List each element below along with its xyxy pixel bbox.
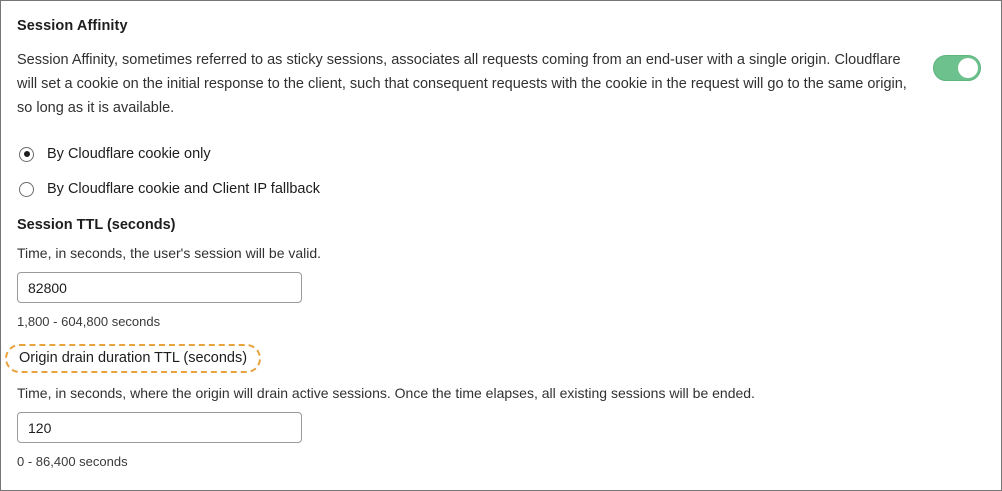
origin-drain-ttl-range: 0 - 86,400 seconds <box>17 454 128 469</box>
radio-option-cookie-and-ip[interactable] <box>17 176 985 202</box>
session-affinity-panel <box>1 1 1001 490</box>
radio-option-label: By Cloudflare cookie and Client IP fallback <box>47 181 320 197</box>
toggle-knob <box>958 58 978 78</box>
session-ttl-input[interactable] <box>17 272 302 303</box>
radio-icon[interactable] <box>19 147 34 162</box>
section-description: Session Affinity, sometimes referred to as sticky sessions, associates all requests coming from an end-user with a single origin. Cloudflare will set a cookie on the initial response to the client, such that consequent requests with the cookie in the request will go to the same origin, so long as it is available. <box>17 52 907 116</box>
session-ttl-label: Session TTL (seconds) <box>17 217 176 233</box>
session-affinity-toggle[interactable] <box>933 55 981 81</box>
origin-drain-ttl-input[interactable] <box>17 412 302 443</box>
radio-option-label: By Cloudflare cookie only <box>47 146 211 162</box>
radio-option-cookie-only[interactable] <box>17 141 985 167</box>
session-ttl-field <box>17 217 985 329</box>
affinity-option-group <box>17 141 985 202</box>
origin-drain-ttl-help: Time, in seconds, where the origin will drain active sessions. Once the time elapses, all existing sessions will be ended. <box>17 385 755 401</box>
radio-icon[interactable] <box>19 182 34 197</box>
session-ttl-help: Time, in seconds, the user's session will be valid. <box>17 245 322 261</box>
origin-drain-ttl-field <box>17 344 985 469</box>
session-ttl-range: 1,800 - 604,800 seconds <box>17 314 161 329</box>
page-title: Session Affinity <box>17 18 128 34</box>
origin-drain-ttl-label: Origin drain duration TTL (seconds) <box>5 344 261 373</box>
